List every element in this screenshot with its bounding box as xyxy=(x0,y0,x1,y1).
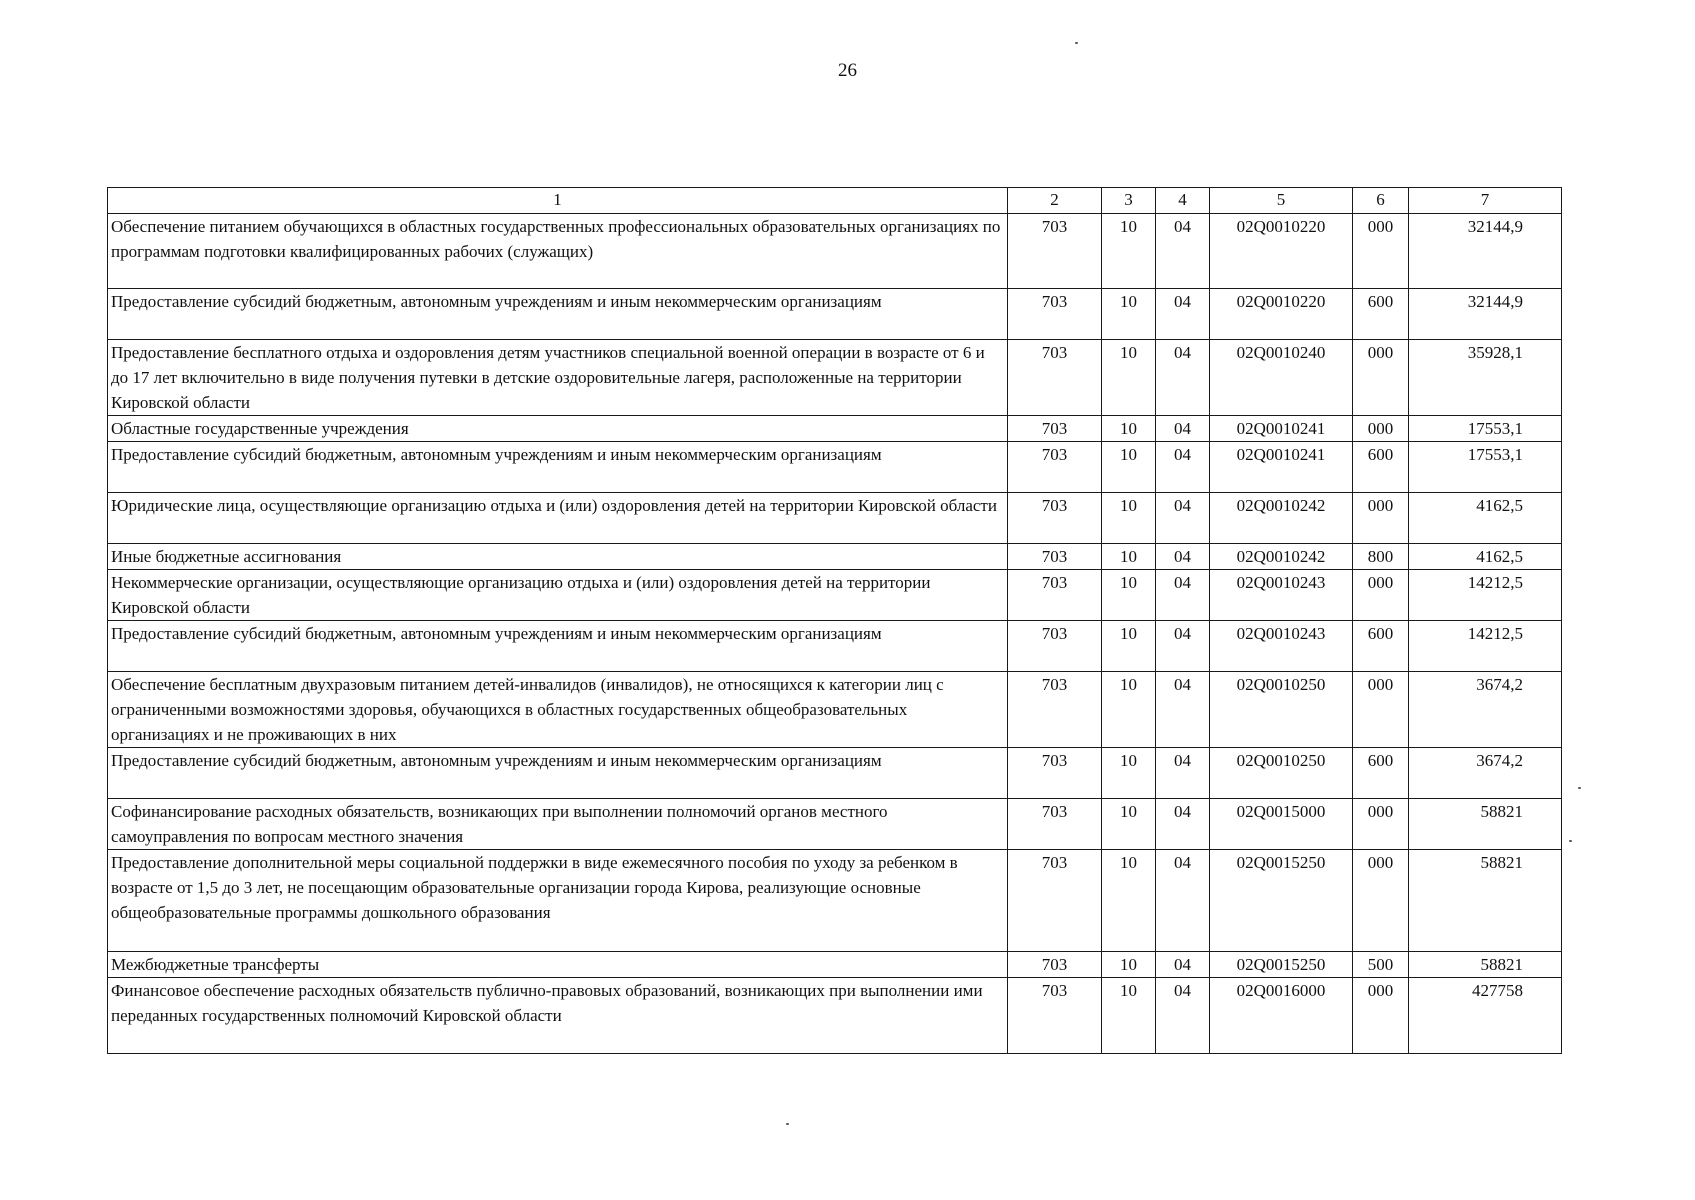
row-col-6: 800 xyxy=(1353,544,1409,570)
row-col-5: 02Q0010242 xyxy=(1210,544,1353,570)
table-row xyxy=(108,442,1562,493)
table-row xyxy=(108,978,1562,1054)
row-col-2: 703 xyxy=(1008,672,1102,748)
row-col-6: 000 xyxy=(1353,850,1409,952)
row-col-7: 17553,1 xyxy=(1409,416,1562,442)
row-col-6: 000 xyxy=(1353,340,1409,416)
row-col-3: 10 xyxy=(1102,621,1156,672)
row-col-7: 35928,1 xyxy=(1409,340,1562,416)
row-col-6: 000 xyxy=(1353,672,1409,748)
row-col-5: 02Q0010241 xyxy=(1210,442,1353,493)
row-col-2: 703 xyxy=(1008,214,1102,289)
row-col-5: 02Q0010241 xyxy=(1210,416,1353,442)
row-col-2: 703 xyxy=(1008,544,1102,570)
scan-speck xyxy=(786,1123,789,1125)
row-col-6: 000 xyxy=(1353,978,1409,1054)
row-col-2: 703 xyxy=(1008,289,1102,340)
row-col-6: 600 xyxy=(1353,442,1409,493)
row-col-7: 14212,5 xyxy=(1409,570,1562,621)
row-col-7: 3674,2 xyxy=(1409,748,1562,799)
row-col-7: 58821 xyxy=(1409,799,1562,850)
row-col-6: 000 xyxy=(1353,214,1409,289)
table-row xyxy=(108,214,1562,289)
row-description: Межбюджетные трансферты xyxy=(108,952,1008,978)
row-col-5: 02Q0010220 xyxy=(1210,289,1353,340)
row-col-4: 04 xyxy=(1156,289,1210,340)
row-col-5: 02Q0010250 xyxy=(1210,672,1353,748)
row-col-6: 000 xyxy=(1353,570,1409,621)
header-col-3: 3 xyxy=(1102,188,1156,214)
row-col-7: 14212,5 xyxy=(1409,621,1562,672)
row-col-5: 02Q0010243 xyxy=(1210,570,1353,621)
row-col-4: 04 xyxy=(1156,340,1210,416)
table-row xyxy=(108,416,1562,442)
table-row xyxy=(108,799,1562,850)
row-col-3: 10 xyxy=(1102,570,1156,621)
row-col-7: 4162,5 xyxy=(1409,493,1562,544)
row-col-7: 427758 xyxy=(1409,978,1562,1054)
row-col-4: 04 xyxy=(1156,978,1210,1054)
row-col-3: 10 xyxy=(1102,340,1156,416)
table-row xyxy=(108,493,1562,544)
row-col-6: 000 xyxy=(1353,416,1409,442)
row-col-4: 04 xyxy=(1156,544,1210,570)
row-col-6: 500 xyxy=(1353,952,1409,978)
table-row xyxy=(108,748,1562,799)
row-col-6: 000 xyxy=(1353,493,1409,544)
row-col-3: 10 xyxy=(1102,544,1156,570)
row-col-5: 02Q0010250 xyxy=(1210,748,1353,799)
row-col-3: 10 xyxy=(1102,442,1156,493)
table-row xyxy=(108,952,1562,978)
row-col-6: 000 xyxy=(1353,799,1409,850)
table-row xyxy=(108,340,1562,416)
table-row xyxy=(108,672,1562,748)
row-description: Юридические лица, осуществляющие организацию отдыха и (или) оздоровления детей на территории Кировской области xyxy=(108,493,1008,544)
row-col-2: 703 xyxy=(1008,621,1102,672)
row-col-3: 10 xyxy=(1102,493,1156,544)
row-col-2: 703 xyxy=(1008,850,1102,952)
table-row xyxy=(108,621,1562,672)
row-description: Предоставление субсидий бюджетным, автономным учреждениям и иным некоммерческим организациям xyxy=(108,748,1008,799)
row-description: Предоставление субсидий бюджетным, автономным учреждениям и иным некоммерческим организациям xyxy=(108,621,1008,672)
header-col-5: 5 xyxy=(1210,188,1353,214)
scan-speck xyxy=(1569,840,1572,842)
row-col-4: 04 xyxy=(1156,621,1210,672)
row-col-7: 32144,9 xyxy=(1409,214,1562,289)
row-description: Областные государственные учреждения xyxy=(108,416,1008,442)
row-col-3: 10 xyxy=(1102,672,1156,748)
header-col-2: 2 xyxy=(1008,188,1102,214)
row-description: Некоммерческие организации, осуществляющие организацию отдыха и (или) оздоровления детей на территории Кировской области xyxy=(108,570,1008,621)
header-col-4: 4 xyxy=(1156,188,1210,214)
header-col-6: 6 xyxy=(1353,188,1409,214)
row-col-7: 58821 xyxy=(1409,850,1562,952)
row-description: Финансовое обеспечение расходных обязательств публично-правовых образований, возникающих при выполнении ими переданных государственных полномочий Кировской области xyxy=(108,978,1008,1054)
row-col-5: 02Q0016000 xyxy=(1210,978,1353,1054)
row-col-2: 703 xyxy=(1008,416,1102,442)
row-description: Обеспечение питанием обучающихся в областных государственных профессиональных образовательных организациях по программам подготовки квалифицированных рабочих (служащих) xyxy=(108,214,1008,289)
row-col-3: 10 xyxy=(1102,799,1156,850)
table-row xyxy=(108,850,1562,952)
row-col-7: 17553,1 xyxy=(1409,442,1562,493)
row-col-4: 04 xyxy=(1156,416,1210,442)
row-col-3: 10 xyxy=(1102,978,1156,1054)
row-col-7: 3674,2 xyxy=(1409,672,1562,748)
row-col-7: 32144,9 xyxy=(1409,289,1562,340)
row-col-2: 703 xyxy=(1008,442,1102,493)
row-description: Предоставление субсидий бюджетным, автономным учреждениям и иным некоммерческим организациям xyxy=(108,442,1008,493)
row-col-2: 703 xyxy=(1008,570,1102,621)
row-col-4: 04 xyxy=(1156,850,1210,952)
row-col-3: 10 xyxy=(1102,289,1156,340)
table-row xyxy=(108,570,1562,621)
row-col-5: 02Q0015250 xyxy=(1210,850,1353,952)
row-col-4: 04 xyxy=(1156,799,1210,850)
row-col-4: 04 xyxy=(1156,214,1210,289)
row-col-4: 04 xyxy=(1156,672,1210,748)
row-col-2: 703 xyxy=(1008,748,1102,799)
row-description: Предоставление дополнительной меры социальной поддержки в виде ежемесячного пособия по уходу за ребенком в возрасте от 1,5 до 3 лет, не посещающим образовательные организации города Кирова, реализующие основные общеобразовательные программы дошкольного образования xyxy=(108,850,1008,952)
row-col-7: 58821 xyxy=(1409,952,1562,978)
header-col-7: 7 xyxy=(1409,188,1562,214)
row-col-5: 02Q0015000 xyxy=(1210,799,1353,850)
row-col-2: 703 xyxy=(1008,340,1102,416)
header-col-1: 1 xyxy=(108,188,1008,214)
row-col-6: 600 xyxy=(1353,748,1409,799)
row-col-4: 04 xyxy=(1156,442,1210,493)
row-col-2: 703 xyxy=(1008,493,1102,544)
table-header-row xyxy=(108,188,1562,214)
row-col-3: 10 xyxy=(1102,748,1156,799)
row-col-2: 703 xyxy=(1008,978,1102,1054)
row-col-4: 04 xyxy=(1156,570,1210,621)
row-col-5: 02Q0015250 xyxy=(1210,952,1353,978)
row-col-4: 04 xyxy=(1156,748,1210,799)
row-col-3: 10 xyxy=(1102,416,1156,442)
row-description: Предоставление бесплатного отдыха и оздоровления детям участников специальной военной операции в возрасте от 6 и до 17 лет включительно в виде получения путевки в детские оздоровительные лагеря, расположенные на территории Кировской области xyxy=(108,340,1008,416)
row-col-2: 703 xyxy=(1008,799,1102,850)
row-col-5: 02Q0010220 xyxy=(1210,214,1353,289)
row-col-5: 02Q0010243 xyxy=(1210,621,1353,672)
row-col-4: 04 xyxy=(1156,493,1210,544)
row-col-3: 10 xyxy=(1102,214,1156,289)
table-row xyxy=(108,544,1562,570)
budget-table xyxy=(107,187,1562,1054)
row-col-2: 703 xyxy=(1008,952,1102,978)
row-col-6: 600 xyxy=(1353,621,1409,672)
scan-speck xyxy=(1075,42,1078,44)
table-row xyxy=(108,289,1562,340)
row-col-7: 4162,5 xyxy=(1409,544,1562,570)
scan-speck xyxy=(1578,787,1581,789)
page-number: 26 xyxy=(838,60,857,81)
row-col-4: 04 xyxy=(1156,952,1210,978)
row-col-5: 02Q0010242 xyxy=(1210,493,1353,544)
row-col-5: 02Q0010240 xyxy=(1210,340,1353,416)
row-description: Обеспечение бесплатным двухразовым питанием детей-инвалидов (инвалидов), не относящихся к категории лиц с ограниченными возможностями здоровья, обучающихся в областных государственных общеобразовательных организациях и не проживающих в них xyxy=(108,672,1008,748)
row-description: Софинансирование расходных обязательств, возникающих при выполнении полномочий органов местного самоуправления по вопросам местного значения xyxy=(108,799,1008,850)
row-col-3: 10 xyxy=(1102,850,1156,952)
row-description: Предоставление субсидий бюджетным, автономным учреждениям и иным некоммерческим организациям xyxy=(108,289,1008,340)
row-col-6: 600 xyxy=(1353,289,1409,340)
row-col-3: 10 xyxy=(1102,952,1156,978)
row-description: Иные бюджетные ассигнования xyxy=(108,544,1008,570)
